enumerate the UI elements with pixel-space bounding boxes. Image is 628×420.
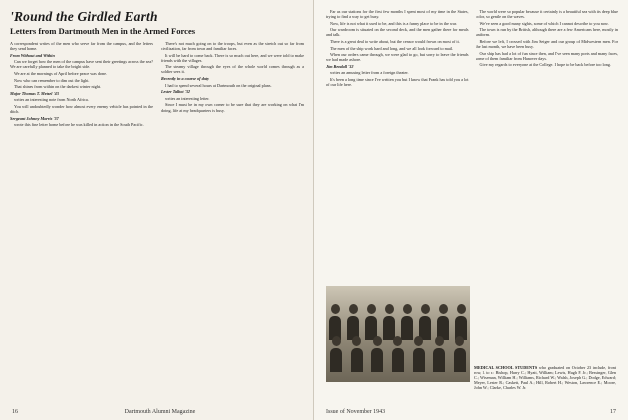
paragraph: writes an interesting note from North Africa.: [14, 97, 89, 103]
paragraph: We are at the mornings of April before peace was done.: [14, 70, 108, 76]
paragraph: Now, life is not what it used to be, and this is a funny place to be in the war.: [330, 20, 457, 26]
page-number-right: 17: [610, 409, 616, 415]
photo-caption: [474, 365, 616, 390]
paragraph: Far as our stations for the first few months I spent most of my time in the States, trying to find a way to get busy.: [326, 9, 469, 20]
right-column-2: [476, 9, 619, 329]
right-page: [314, 0, 628, 420]
section-heading: Sergeant Johnny Morris '37: [10, 115, 59, 121]
paragraph: We've seen a good many sights, some of which I cannot describe to you now.: [479, 20, 609, 26]
right-column-1: [326, 9, 469, 329]
paragraph: I had to spend several hours at Dartmouth on the original plans.: [165, 82, 272, 88]
caption-text: who graduated on October 23 include, front row, l. to r.: Bishop, Harry C.; Hyatt, William; Lewis, Hugh F. Jr.; Bessinger, Glen C.; Wiseman, William H.; Williams, Richard W.; Walsh, Joseph G.; Dodge, Edward; Meyer, Lester R.; Caskett, Paul A.; Hill, Robert H.; Weston, Lawrence E.; Moore, John W.; Clarke, Charles W. Jr.: [474, 364, 616, 390]
caption-lead: MEDICAL SCHOOL STUDENTS: [474, 364, 538, 370]
left-column-2: [161, 41, 304, 129]
paragraph: There is a great deal to write about, but the censor would frown on most of it.: [330, 38, 460, 44]
paragraph: When our orders came through, we were glad to go, but sorry to leave the friends we had made ashore.: [326, 52, 469, 63]
paragraph: writes an interesting letter.: [165, 95, 210, 101]
section-heading: From Without and Within: [10, 52, 55, 58]
paragraph: It will be hard to come back. There is so much out here, and we were told to make friends with the villages.: [161, 52, 304, 63]
article-subtitle: Letters from Dartmouth Men in the Armed Forces: [10, 26, 196, 36]
paragraph: A correspondent writes of the men who serve far from the campus, and the letters they send home.: [10, 41, 153, 52]
paragraph: That shines from within on the darkest winter night.: [14, 84, 102, 90]
article-title: 'Round the Girdled Earth: [10, 9, 158, 24]
photo-front-row: [326, 336, 470, 346]
paragraph: Give my regards to everyone at the College. I hope to be back before too long.: [479, 62, 612, 68]
issue-date: Issue of November 1943: [326, 409, 386, 415]
section-heading: Jim Bendall '32: [326, 63, 354, 69]
paragraph: There's not much going on to the troops, but even as the stretch out so far from civilization, far from town and familiar faces.: [161, 41, 304, 52]
paragraph: Can we forget how the men of the campus have sent their greetings across the sea? We are carefully planned to take the bright side.: [10, 59, 153, 70]
paragraph: Our ship has had a lot of fun since then, and I've seen many ports and many faces, some of them familiar from Hanover days.: [475, 50, 618, 61]
photo-front-row-bodies: [326, 348, 470, 372]
paragraph: The world were so popular because it certainly is a beautiful sea with its deep blue color, so gentle on the waves.: [475, 9, 618, 20]
left-columns: [10, 41, 304, 129]
paragraph: Since I must be in my own corner to be sure that they are working on what I'm doing, life at my headquarters is busy.: [161, 102, 304, 113]
section-heading: Major Thomas T. Metzel '43: [10, 90, 59, 96]
paragraph: You will undoubtedly wonder how almost every enemy vehicle has pointed in the ditch.: [10, 103, 153, 115]
paragraph: writes an amusing letter from a foreign theater.: [330, 70, 409, 76]
paragraph: The men of the ship work hard and long, and we all look forward to mail.: [330, 45, 454, 51]
magazine-name: Dartmouth Alumni Magazine: [124, 409, 196, 415]
right-footer: [314, 409, 628, 415]
paragraph: wrote this fine letter home before he was killed in action in the South Pacific.: [14, 122, 144, 128]
section-heading: Lester Talbot '32: [161, 89, 190, 95]
paragraph: Our wardroom is situated on the second deck, and the men gather there for meals and talk.: [326, 27, 469, 38]
paragraph: The town is run by the British, although there are a few Americans here, mostly in uniform.: [475, 27, 618, 38]
left-column-1: [10, 41, 153, 129]
paragraph: Now who can remember to dim out the light.: [14, 77, 90, 83]
left-footer: [0, 409, 314, 415]
right-columns: [326, 9, 618, 329]
page-number-left: 16: [12, 409, 18, 415]
paragraph: It's been a long time since I've written you but I know that Frank has told you a lot of our life here.: [326, 77, 469, 88]
paragraph: The steamy village through the eyes of the whole world comes through as a soldier sees it.: [161, 64, 304, 75]
section-heading: Recently in a course of duty: [161, 76, 210, 82]
paragraph: Before we left, I crossed with Jim Seiger and our group of Midwestern men. For the last month, we have been busy.: [475, 38, 618, 50]
photo-back-row: [326, 304, 470, 314]
group-photo: [326, 286, 470, 382]
